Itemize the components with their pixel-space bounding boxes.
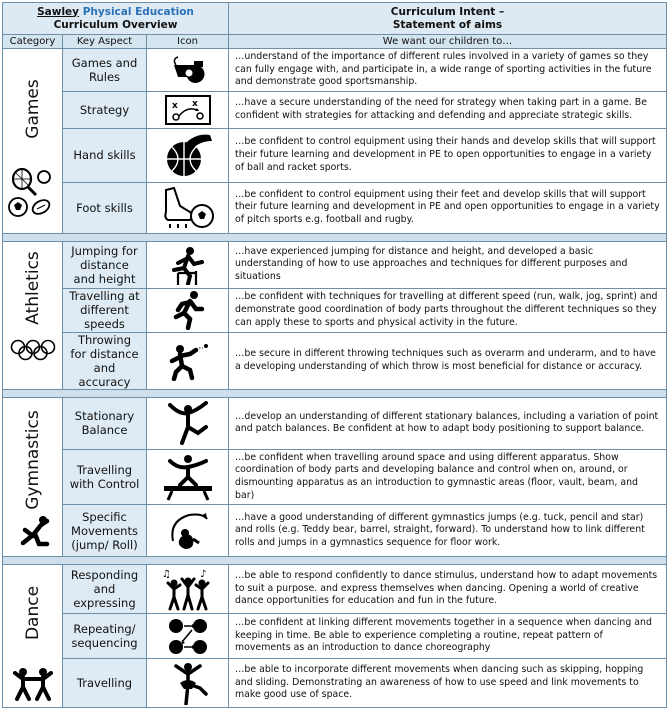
basketball-hand-icon [160, 131, 216, 179]
whistle-icon [168, 55, 208, 85]
icon-cell [147, 49, 229, 92]
category-gymnastics [3, 397, 63, 556]
intent-text: …be able to incorporate different movements when dancing such as skipping, hopping and sliding. Demonstrating an awareness of how to use speed and link movements to make good use of space. [229, 659, 667, 708]
intent-text: …be confident with techniques for travelling at different speed (run, walk, jog, sprint) and demonstrate good coordination of body parts throughout the different techniques so they can apply these to sports and physical activity in the future. [229, 288, 667, 332]
table-row [3, 614, 667, 659]
aspect-cell: Travelling [63, 659, 147, 708]
title-row [3, 3, 667, 35]
intent-text: …be secure in different throwing techniques such as overarm and underarm, and to have a developing understanding of which throw is most beneficial for distance or accuracy. [229, 332, 667, 389]
intent-text: …be confident to control equipment using their feet and develop skills that will support their future learning and development in PE and open opportunities to engage in a variety of pitch sports e.g. football and rugby. [229, 182, 667, 233]
icon-cell [147, 614, 229, 659]
category-label: Athletics [22, 251, 43, 325]
aspect-cell: Hand skills [63, 128, 147, 182]
aspect-cell: Strategy [63, 91, 147, 128]
table-row [3, 288, 667, 332]
icon-cell [147, 565, 229, 614]
table-row [3, 449, 667, 504]
aspect-cell: Foot skills [63, 182, 147, 233]
col-category: Category [3, 35, 63, 49]
aspect-cell: Specific Movements (jump/ Roll) [63, 505, 147, 557]
intent-text: …be confident to control equipment using their hands and develop skills that will support their future learning and development in PE to open opportunities to engage in a variety of ball and racket sports. [229, 128, 667, 182]
category-games [3, 49, 63, 234]
overview-label: Curriculum Overview [53, 18, 178, 31]
intent-title [229, 3, 667, 35]
football-boot-icon [160, 184, 216, 232]
intent-text: …have a good understanding of different gymnastics jumps (e.g. tuck, pencil and star) and rolls (e.g. Teddy bear, barrel, straight, forward). To understand how to link different rolls and jumps in a gymnastics sequence for floor work. [229, 505, 667, 557]
table-row [3, 505, 667, 557]
table-row [3, 565, 667, 614]
intent-text: …understand of the importance of different rules involved in a variety of games so they can fully engage with, and participate in, a wide range of sporting activities in the future and demonstrate good sportsmanship. [229, 49, 667, 92]
svg-text:x: x [171, 100, 178, 111]
intent-line-1: Curriculum Intent – [390, 5, 505, 18]
table-row [3, 182, 667, 233]
intent-text: …be confident when travelling around space and using different apparatus. Show coordination of body parts and developing balance and control when on, around, or dismounting apparatus as an introduction to gymnastic areas (floor, vault, beam, and bar) [229, 449, 667, 504]
column-header-row [3, 35, 667, 49]
tennis-racket-icon [8, 167, 58, 221]
aspect-cell: Repeating/ sequencing [63, 614, 147, 659]
overview-title [3, 3, 229, 35]
icon-cell [147, 241, 229, 288]
intent-text: …be able to respond confidently to dance stimulus, understand how to adapt movements to suit a purpose. and express themselves when dancing. Opening a world of creative dance opportunities for education and fun in the future. [229, 565, 667, 614]
icon-cell [147, 505, 229, 557]
curriculum-table [2, 2, 667, 708]
tactics-board-icon [164, 94, 212, 126]
runner-icon [168, 290, 208, 330]
table-row [3, 397, 667, 449]
table-row [3, 49, 667, 92]
school-name: Sawley [37, 5, 80, 18]
aspect-cell: Responding and expressing [63, 565, 147, 614]
svg-text:♫: ♫ [161, 569, 171, 581]
category-dance [3, 565, 63, 708]
icon-cell [147, 91, 229, 128]
table-row [3, 91, 667, 128]
aspect-cell: Travelling with Control [63, 449, 147, 504]
icon-cell [147, 128, 229, 182]
icon-cell [147, 332, 229, 389]
svg-text:x: x [191, 98, 198, 109]
icon-cell [147, 397, 229, 449]
gymnast-kneel-icon [13, 514, 53, 548]
intent-text: …have experienced jumping for distance and height, and developed a basic understanding of how to use approaches and techniques for different purposes and situations [229, 241, 667, 288]
section-separator [3, 557, 667, 565]
icon-cell [147, 449, 229, 504]
aspect-cell: Stationary Balance [63, 397, 147, 449]
balance-pose-icon [164, 401, 212, 445]
aspect-cell: Throwing for distance and accuracy [63, 332, 147, 389]
intent-text: …be confident at linking different movements together in a sequence when dancing and keeping in time. Be able to experience completing a routine, repeat pattern of movements as an introduction to dance choreography [229, 614, 667, 659]
category-label: Dance [22, 586, 43, 641]
olympic-rings-icon [10, 338, 56, 362]
aspect-cell: Games and Rules [63, 49, 147, 92]
icon-cell [147, 659, 229, 708]
aspect-cell: Jumping for distance and height [63, 241, 147, 288]
table-row [3, 659, 667, 708]
col-icon: Icon [147, 35, 229, 49]
beam-gymnast-icon [160, 453, 216, 501]
col-intent: We want our children to… [229, 35, 667, 49]
category-athletics [3, 241, 63, 389]
dancing-pair-icon [11, 667, 55, 701]
roll-jump-icon [163, 509, 213, 553]
category-label: Gymnastics [22, 410, 43, 510]
intent-text: …have a secure understanding of the need for strategy when taking part in a game. Be confident with strategies for attacking and defending and appreciate strategic skills. [229, 91, 667, 128]
intent-line-2: Statement of aims [392, 18, 503, 31]
svg-text:♪: ♪ [199, 569, 206, 581]
thrower-icon [166, 341, 210, 381]
hurdler-icon [168, 245, 208, 285]
intent-text: …develop an understanding of different stationary balances, including a variation of point and patch balances. Be confident at how to adapt body positioning to support balance. [229, 397, 667, 449]
table-row [3, 332, 667, 389]
dancers-music-icon [160, 567, 216, 611]
section-separator [3, 389, 667, 397]
ballet-dancer-icon [168, 661, 208, 705]
icon-cell [147, 288, 229, 332]
table-row [3, 128, 667, 182]
icon-cell [147, 182, 229, 233]
col-aspect: Key Aspect [63, 35, 147, 49]
category-label: Games [22, 79, 43, 139]
sequence-dots-icon [166, 616, 210, 656]
subject-name: Physical Education [82, 5, 194, 18]
aspect-cell: Travelling at different speeds [63, 288, 147, 332]
section-separator [3, 233, 667, 241]
table-row [3, 241, 667, 288]
